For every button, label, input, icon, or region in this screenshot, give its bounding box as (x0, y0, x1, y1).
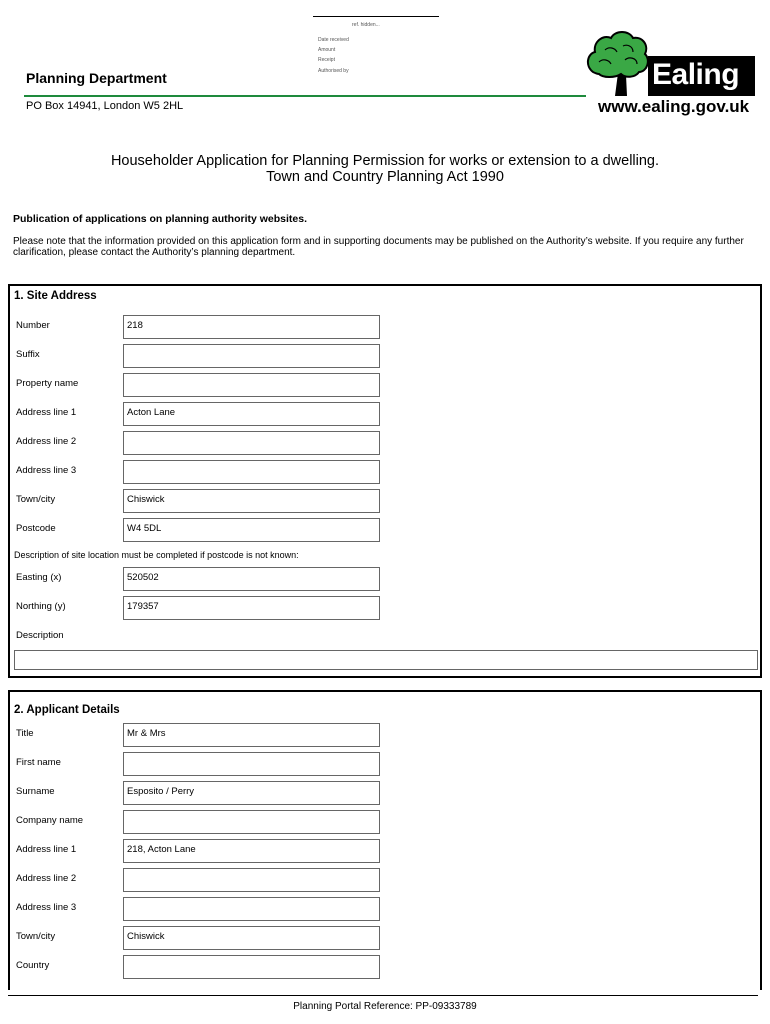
site-description-field[interactable] (14, 650, 758, 670)
address-line-3-field[interactable] (123, 460, 380, 484)
suffix-field[interactable] (123, 344, 380, 368)
office-stamp-line (313, 16, 439, 17)
applicant-details-section (8, 690, 762, 990)
field-label: Postcode (16, 523, 56, 534)
planning-portal-reference: Planning Portal Reference: PP-09333789 (293, 1001, 477, 1012)
field-label: Description (16, 630, 64, 641)
field-label: Address line 2 (16, 873, 77, 884)
field-label: Country (16, 960, 50, 971)
ealing-logo-text: Ealing (652, 58, 740, 91)
section-title: 1. Site Address (14, 290, 97, 302)
applicant-country-field[interactable] (123, 955, 380, 979)
field-label: Property name (16, 378, 79, 389)
title-field[interactable]: Mr & Mrs (123, 723, 380, 747)
easting-field[interactable]: 520502 (123, 567, 380, 591)
field-label: First name (16, 757, 61, 768)
section-title: 2. Applicant Details (14, 704, 120, 716)
footer-divider (8, 995, 758, 996)
form-title-line-2: Town and Country Planning Act 1990 (266, 169, 504, 185)
stamp-text: Authorised by (318, 68, 349, 74)
applicant-address-line-2-field[interactable] (123, 868, 380, 892)
tree-logo-icon (585, 28, 651, 98)
stamp-text: Date received (318, 37, 349, 43)
applicant-address-line-1-field[interactable]: 218, Acton Lane (123, 839, 380, 863)
stamp-text: Receipt (318, 57, 335, 63)
stamp-text: Amount (318, 47, 336, 53)
field-label: Address line 1 (16, 407, 77, 418)
address-line-2-field[interactable] (123, 431, 380, 455)
property-name-field[interactable] (123, 373, 380, 397)
publication-note: Please note that the information provided on this application form and in supporting documents may be published on the Authority’s website. If you require any further clarification, please contact the Authority’s planning department. (13, 236, 744, 258)
field-label: Suffix (16, 349, 40, 360)
applicant-address-line-3-field[interactable] (123, 897, 380, 921)
northing-field[interactable]: 179357 (123, 596, 380, 620)
field-label: Company name (16, 815, 84, 826)
field-label: Number (16, 320, 50, 331)
stamp-text: ref. hidden... (352, 22, 380, 28)
field-label: Address line 2 (16, 436, 77, 447)
site-address-section (8, 284, 762, 678)
field-label: Town/city (16, 494, 56, 505)
header-divider (24, 95, 586, 97)
field-label: Northing (y) (16, 601, 66, 612)
applicant-town-city-field[interactable]: Chiswick (123, 926, 380, 950)
department-address: PO Box 14941, London W5 2HL (26, 100, 184, 112)
field-label: Town/city (16, 931, 56, 942)
field-label: Title (16, 728, 34, 739)
field-label: Address line 1 (16, 844, 77, 855)
number-field[interactable]: 218 (123, 315, 380, 339)
field-label: Address line 3 (16, 902, 77, 913)
publication-heading: Publication of applications on planning authority websites. (13, 213, 308, 225)
form-title-line-1: Householder Application for Planning Permission for works or extension to a dwelling. (110, 153, 660, 169)
site-location-note: Description of site location must be completed if postcode is not known: (14, 550, 299, 560)
department-title: Planning Department (26, 70, 167, 86)
surname-field[interactable]: Esposito / Perry (123, 781, 380, 805)
council-website[interactable]: www.ealing.gov.uk (598, 97, 750, 116)
field-label: Address line 3 (16, 465, 77, 476)
form-title (0, 153, 770, 185)
first-name-field[interactable] (123, 752, 380, 776)
field-label: Easting (x) (16, 572, 62, 583)
field-label: Surname (16, 786, 55, 797)
postcode-field[interactable]: W4 5DL (123, 518, 380, 542)
town-city-field[interactable]: Chiswick (123, 489, 380, 513)
company-name-field[interactable] (123, 810, 380, 834)
address-line-1-field[interactable]: Acton Lane (123, 402, 380, 426)
